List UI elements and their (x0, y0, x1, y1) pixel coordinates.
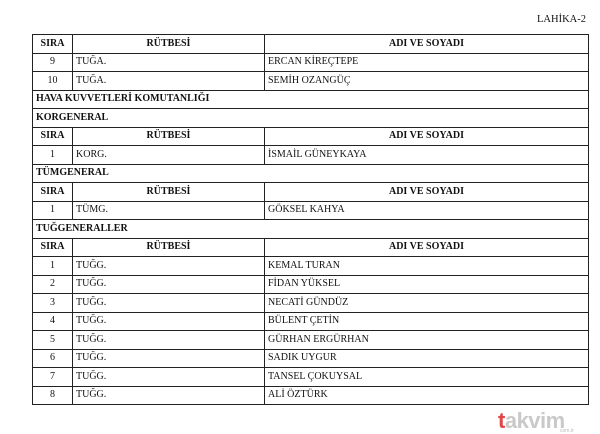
header-sira: SIRA (33, 238, 73, 257)
cell-ad: TANSEL ÇOKUYSAL (265, 368, 589, 387)
section-title: KORGENERAL (33, 109, 589, 128)
table-header-row (33, 183, 589, 202)
cell-sira: 9 (33, 53, 73, 72)
cell-sira: 6 (33, 349, 73, 368)
cell-ad: SADIK UYGUR (265, 349, 589, 368)
cell-rutbe: TUĞA. (73, 72, 265, 91)
cell-sira: 1 (33, 257, 73, 276)
table-row (33, 257, 589, 276)
cell-sira: 10 (33, 72, 73, 91)
table-header-row (33, 35, 589, 54)
table-header-row (33, 127, 589, 146)
table-row (33, 386, 589, 405)
table-row (33, 53, 589, 72)
cell-sira: 8 (33, 386, 73, 405)
cell-ad: NECATİ GÜNDÜZ (265, 294, 589, 313)
cell-sira: 4 (33, 312, 73, 331)
annex-label: LAHİKA-2 (537, 14, 586, 25)
section-title: TUĞGENERALLER (33, 220, 589, 239)
header-rutbe: RÜTBESİ (73, 35, 265, 54)
header-ad: ADI VE SOYADI (265, 35, 589, 54)
cell-ad: KEMAL TURAN (265, 257, 589, 276)
cell-rutbe: TUĞG. (73, 312, 265, 331)
cell-rutbe: KORG. (73, 146, 265, 165)
cell-rutbe: TUĞG. (73, 331, 265, 350)
cell-sira: 1 (33, 201, 73, 220)
cell-ad: ALİ ÖZTÜRK (265, 386, 589, 405)
header-ad: ADI VE SOYADI (265, 183, 589, 202)
table-header-row (33, 238, 589, 257)
table-row (33, 368, 589, 387)
cell-sira: 1 (33, 146, 73, 165)
table-row (33, 312, 589, 331)
header-rutbe: RÜTBESİ (73, 127, 265, 146)
cell-rutbe: TUĞA. (73, 53, 265, 72)
table-row (33, 275, 589, 294)
cell-rutbe: TUĞG. (73, 294, 265, 313)
header-sira: SIRA (33, 127, 73, 146)
section-row (33, 109, 589, 128)
section-title: TÜMGENERAL (33, 164, 589, 183)
cell-ad: FİDAN YÜKSEL (265, 275, 589, 294)
table-body (33, 35, 589, 405)
table-row (33, 349, 589, 368)
cell-rutbe: TUĞG. (73, 368, 265, 387)
promotion-table (32, 34, 589, 405)
cell-sira: 2 (33, 275, 73, 294)
header-ad: ADI VE SOYADI (265, 238, 589, 257)
section-row (33, 164, 589, 183)
header-sira: SIRA (33, 183, 73, 202)
cell-ad: GÜRHAN ERGÜRHAN (265, 331, 589, 350)
watermark-url: com.tr (560, 428, 574, 434)
cell-rutbe: TÜMG. (73, 201, 265, 220)
section-row (33, 90, 589, 109)
table-row (33, 331, 589, 350)
cell-ad: SEMİH OZANGÜÇ (265, 72, 589, 91)
cell-ad: GÖKSEL KAHYA (265, 201, 589, 220)
cell-rutbe: TUĞG. (73, 257, 265, 276)
cell-ad: İSMAİL GÜNEYKAYA (265, 146, 589, 165)
cell-sira: 7 (33, 368, 73, 387)
header-rutbe: RÜTBESİ (73, 183, 265, 202)
header-ad: ADI VE SOYADI (265, 127, 589, 146)
table-row (33, 294, 589, 313)
section-title: HAVA KUVVETLERİ KOMUTANLIĞI (33, 90, 589, 109)
cell-rutbe: TUĞG. (73, 275, 265, 294)
cell-ad: ERCAN KİREÇTEPE (265, 53, 589, 72)
header-sira: SIRA (33, 35, 73, 54)
header-rutbe: RÜTBESİ (73, 238, 265, 257)
section-row (33, 220, 589, 239)
cell-sira: 3 (33, 294, 73, 313)
cell-sira: 5 (33, 331, 73, 350)
takvim-watermark-logo: takvim (498, 408, 565, 433)
cell-ad: BÜLENT ÇETİN (265, 312, 589, 331)
table-row (33, 146, 589, 165)
table-row (33, 201, 589, 220)
table-row (33, 72, 589, 91)
cell-rutbe: TUĞG. (73, 386, 265, 405)
cell-rutbe: TUĞG. (73, 349, 265, 368)
